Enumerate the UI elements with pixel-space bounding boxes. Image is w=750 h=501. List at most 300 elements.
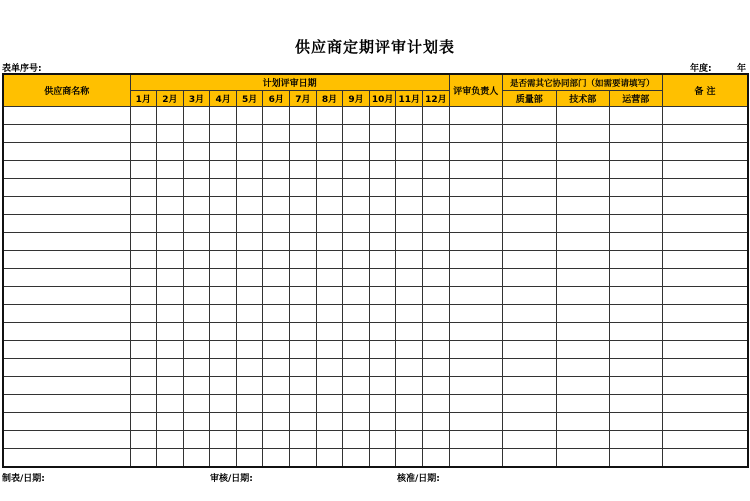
table-cell[interactable] — [369, 449, 396, 468]
table-cell[interactable] — [396, 179, 423, 197]
table-cell[interactable] — [263, 305, 290, 323]
table-cell[interactable] — [502, 125, 556, 143]
table-cell[interactable] — [423, 143, 450, 161]
table-cell[interactable] — [556, 323, 609, 341]
table-cell[interactable] — [502, 341, 556, 359]
table-cell[interactable] — [157, 161, 184, 179]
table-cell[interactable] — [157, 305, 184, 323]
table-cell[interactable] — [263, 143, 290, 161]
table-cell[interactable] — [3, 395, 130, 413]
table-cell[interactable] — [502, 161, 556, 179]
table-cell[interactable] — [157, 215, 184, 233]
table-cell[interactable] — [449, 215, 502, 233]
table-cell[interactable] — [316, 305, 343, 323]
table-cell[interactable] — [449, 431, 502, 449]
table-cell[interactable] — [609, 449, 662, 468]
table-cell[interactable] — [210, 269, 237, 287]
table-cell[interactable] — [130, 251, 157, 269]
table-cell[interactable] — [423, 197, 450, 215]
table-cell[interactable] — [236, 143, 263, 161]
table-cell[interactable] — [556, 287, 609, 305]
table-cell[interactable] — [236, 377, 263, 395]
table-cell[interactable] — [210, 359, 237, 377]
table-cell[interactable] — [449, 143, 502, 161]
table-cell[interactable] — [369, 107, 396, 125]
table-cell[interactable] — [369, 197, 396, 215]
table-cell[interactable] — [609, 323, 662, 341]
table-cell[interactable] — [316, 359, 343, 377]
table-cell[interactable] — [130, 377, 157, 395]
table-cell[interactable] — [449, 269, 502, 287]
table-cell[interactable] — [183, 251, 210, 269]
table-cell[interactable] — [3, 359, 130, 377]
table-cell[interactable] — [662, 359, 748, 377]
table-cell[interactable] — [502, 215, 556, 233]
table-cell[interactable] — [423, 179, 450, 197]
table-cell[interactable] — [3, 197, 130, 215]
table-cell[interactable] — [290, 431, 317, 449]
table-cell[interactable] — [290, 179, 317, 197]
table-cell[interactable] — [157, 107, 184, 125]
table-cell[interactable] — [343, 431, 370, 449]
table-cell[interactable] — [609, 107, 662, 125]
table-cell[interactable] — [3, 269, 130, 287]
table-cell[interactable] — [183, 431, 210, 449]
table-cell[interactable] — [423, 287, 450, 305]
table-cell[interactable] — [236, 269, 263, 287]
table-cell[interactable] — [343, 107, 370, 125]
table-cell[interactable] — [3, 413, 130, 431]
table-cell[interactable] — [449, 107, 502, 125]
table-cell[interactable] — [263, 269, 290, 287]
table-cell[interactable] — [423, 215, 450, 233]
table-cell[interactable] — [449, 341, 502, 359]
table-cell[interactable] — [236, 449, 263, 468]
table-cell[interactable] — [556, 215, 609, 233]
table-cell[interactable] — [3, 107, 130, 125]
table-cell[interactable] — [662, 125, 748, 143]
table-cell[interactable] — [343, 287, 370, 305]
table-cell[interactable] — [130, 125, 157, 143]
table-cell[interactable] — [369, 395, 396, 413]
table-cell[interactable] — [502, 179, 556, 197]
table-cell[interactable] — [316, 215, 343, 233]
table-cell[interactable] — [183, 449, 210, 468]
table-cell[interactable] — [210, 395, 237, 413]
table-cell[interactable] — [556, 179, 609, 197]
table-cell[interactable] — [556, 413, 609, 431]
table-cell[interactable] — [662, 215, 748, 233]
table-cell[interactable] — [449, 179, 502, 197]
table-cell[interactable] — [316, 107, 343, 125]
table-cell[interactable] — [502, 359, 556, 377]
table-cell[interactable] — [609, 233, 662, 251]
table-cell[interactable] — [236, 323, 263, 341]
table-cell[interactable] — [609, 341, 662, 359]
table-cell[interactable] — [449, 449, 502, 468]
table-cell[interactable] — [263, 125, 290, 143]
table-cell[interactable] — [662, 233, 748, 251]
table-cell[interactable] — [502, 449, 556, 468]
table-cell[interactable] — [502, 431, 556, 449]
table-cell[interactable] — [423, 431, 450, 449]
table-cell[interactable] — [396, 395, 423, 413]
table-cell[interactable] — [290, 323, 317, 341]
table-cell[interactable] — [183, 305, 210, 323]
table-cell[interactable] — [183, 215, 210, 233]
table-cell[interactable] — [396, 269, 423, 287]
table-cell[interactable] — [449, 413, 502, 431]
table-cell[interactable] — [183, 179, 210, 197]
table-cell[interactable] — [130, 305, 157, 323]
table-cell[interactable] — [183, 359, 210, 377]
table-cell[interactable] — [343, 323, 370, 341]
table-cell[interactable] — [396, 287, 423, 305]
table-cell[interactable] — [210, 287, 237, 305]
table-cell[interactable] — [343, 215, 370, 233]
table-cell[interactable] — [502, 107, 556, 125]
table-cell[interactable] — [502, 305, 556, 323]
table-cell[interactable] — [183, 287, 210, 305]
table-cell[interactable] — [609, 269, 662, 287]
table-cell[interactable] — [263, 449, 290, 468]
table-cell[interactable] — [609, 179, 662, 197]
table-cell[interactable] — [449, 305, 502, 323]
table-cell[interactable] — [210, 305, 237, 323]
table-cell[interactable] — [609, 251, 662, 269]
table-cell[interactable] — [130, 107, 157, 125]
table-cell[interactable] — [396, 125, 423, 143]
table-cell[interactable] — [130, 179, 157, 197]
table-cell[interactable] — [662, 341, 748, 359]
table-cell[interactable] — [369, 413, 396, 431]
table-cell[interactable] — [3, 125, 130, 143]
table-cell[interactable] — [157, 323, 184, 341]
table-cell[interactable] — [3, 251, 130, 269]
table-cell[interactable] — [343, 251, 370, 269]
table-cell[interactable] — [183, 377, 210, 395]
table-cell[interactable] — [157, 179, 184, 197]
table-cell[interactable] — [210, 233, 237, 251]
table-cell[interactable] — [3, 377, 130, 395]
table-cell[interactable] — [183, 269, 210, 287]
table-cell[interactable] — [423, 341, 450, 359]
table-cell[interactable] — [157, 233, 184, 251]
table-cell[interactable] — [3, 341, 130, 359]
table-cell[interactable] — [157, 431, 184, 449]
table-cell[interactable] — [556, 143, 609, 161]
table-cell[interactable] — [157, 341, 184, 359]
table-cell[interactable] — [157, 143, 184, 161]
table-cell[interactable] — [449, 395, 502, 413]
table-cell[interactable] — [662, 287, 748, 305]
table-cell[interactable] — [502, 377, 556, 395]
table-cell[interactable] — [343, 269, 370, 287]
table-cell[interactable] — [290, 287, 317, 305]
table-cell[interactable] — [183, 161, 210, 179]
table-cell[interactable] — [556, 197, 609, 215]
table-cell[interactable] — [316, 269, 343, 287]
table-cell[interactable] — [423, 233, 450, 251]
table-cell[interactable] — [183, 395, 210, 413]
table-cell[interactable] — [502, 233, 556, 251]
table-cell[interactable] — [290, 377, 317, 395]
table-cell[interactable] — [556, 305, 609, 323]
table-cell[interactable] — [449, 125, 502, 143]
table-cell[interactable] — [210, 215, 237, 233]
table-cell[interactable] — [263, 413, 290, 431]
table-cell[interactable] — [290, 449, 317, 468]
table-cell[interactable] — [449, 377, 502, 395]
table-cell[interactable] — [157, 125, 184, 143]
table-cell[interactable] — [369, 323, 396, 341]
table-cell[interactable] — [343, 143, 370, 161]
table-cell[interactable] — [290, 359, 317, 377]
table-cell[interactable] — [183, 125, 210, 143]
table-cell[interactable] — [130, 395, 157, 413]
table-cell[interactable] — [316, 233, 343, 251]
table-cell[interactable] — [130, 215, 157, 233]
table-cell[interactable] — [449, 359, 502, 377]
table-cell[interactable] — [3, 323, 130, 341]
table-cell[interactable] — [502, 413, 556, 431]
table-cell[interactable] — [316, 395, 343, 413]
table-cell[interactable] — [662, 431, 748, 449]
table-cell[interactable] — [316, 449, 343, 468]
table-cell[interactable] — [183, 341, 210, 359]
table-cell[interactable] — [210, 125, 237, 143]
table-cell[interactable] — [343, 125, 370, 143]
table-cell[interactable] — [236, 197, 263, 215]
table-cell[interactable] — [343, 305, 370, 323]
table-cell[interactable] — [609, 377, 662, 395]
table-cell[interactable] — [662, 143, 748, 161]
table-cell[interactable] — [210, 107, 237, 125]
table-cell[interactable] — [423, 107, 450, 125]
table-cell[interactable] — [3, 233, 130, 251]
table-cell[interactable] — [369, 305, 396, 323]
table-cell[interactable] — [183, 323, 210, 341]
table-cell[interactable] — [263, 359, 290, 377]
table-cell[interactable] — [157, 449, 184, 468]
table-cell[interactable] — [157, 197, 184, 215]
table-cell[interactable] — [343, 233, 370, 251]
table-cell[interactable] — [316, 179, 343, 197]
table-cell[interactable] — [183, 107, 210, 125]
table-cell[interactable] — [369, 125, 396, 143]
table-cell[interactable] — [290, 305, 317, 323]
table-cell[interactable] — [449, 233, 502, 251]
table-cell[interactable] — [236, 431, 263, 449]
table-cell[interactable] — [396, 359, 423, 377]
table-cell[interactable] — [609, 395, 662, 413]
table-cell[interactable] — [369, 179, 396, 197]
table-cell[interactable] — [210, 341, 237, 359]
table-cell[interactable] — [343, 161, 370, 179]
table-cell[interactable] — [316, 125, 343, 143]
table-cell[interactable] — [157, 269, 184, 287]
table-cell[interactable] — [396, 323, 423, 341]
table-cell[interactable] — [343, 179, 370, 197]
table-cell[interactable] — [263, 323, 290, 341]
table-cell[interactable] — [449, 197, 502, 215]
table-cell[interactable] — [130, 161, 157, 179]
table-cell[interactable] — [3, 179, 130, 197]
table-cell[interactable] — [662, 413, 748, 431]
table-cell[interactable] — [423, 377, 450, 395]
table-cell[interactable] — [369, 377, 396, 395]
table-cell[interactable] — [449, 323, 502, 341]
table-cell[interactable] — [423, 359, 450, 377]
table-cell[interactable] — [343, 359, 370, 377]
table-cell[interactable] — [3, 143, 130, 161]
table-cell[interactable] — [263, 377, 290, 395]
table-cell[interactable] — [3, 215, 130, 233]
table-cell[interactable] — [423, 251, 450, 269]
table-cell[interactable] — [423, 269, 450, 287]
table-cell[interactable] — [343, 449, 370, 468]
table-cell[interactable] — [662, 377, 748, 395]
table-cell[interactable] — [290, 233, 317, 251]
table-cell[interactable] — [157, 395, 184, 413]
table-cell[interactable] — [662, 161, 748, 179]
table-cell[interactable] — [423, 305, 450, 323]
table-cell[interactable] — [609, 413, 662, 431]
table-cell[interactable] — [157, 377, 184, 395]
table-cell[interactable] — [502, 323, 556, 341]
table-cell[interactable] — [210, 377, 237, 395]
table-cell[interactable] — [130, 269, 157, 287]
table-cell[interactable] — [343, 341, 370, 359]
table-cell[interactable] — [396, 305, 423, 323]
table-cell[interactable] — [290, 251, 317, 269]
table-cell[interactable] — [662, 251, 748, 269]
table-cell[interactable] — [369, 287, 396, 305]
table-cell[interactable] — [130, 449, 157, 468]
table-cell[interactable] — [236, 287, 263, 305]
table-cell[interactable] — [662, 179, 748, 197]
table-cell[interactable] — [290, 197, 317, 215]
table-cell[interactable] — [662, 449, 748, 468]
table-cell[interactable] — [3, 287, 130, 305]
table-cell[interactable] — [609, 359, 662, 377]
table-cell[interactable] — [210, 323, 237, 341]
table-cell[interactable] — [662, 323, 748, 341]
table-cell[interactable] — [130, 143, 157, 161]
table-cell[interactable] — [157, 413, 184, 431]
table-cell[interactable] — [290, 395, 317, 413]
table-cell[interactable] — [263, 395, 290, 413]
table-cell[interactable] — [236, 359, 263, 377]
table-cell[interactable] — [396, 377, 423, 395]
table-cell[interactable] — [423, 125, 450, 143]
table-cell[interactable] — [343, 413, 370, 431]
table-cell[interactable] — [130, 233, 157, 251]
table-cell[interactable] — [396, 215, 423, 233]
table-cell[interactable] — [396, 161, 423, 179]
table-cell[interactable] — [290, 107, 317, 125]
table-cell[interactable] — [396, 449, 423, 468]
table-cell[interactable] — [236, 413, 263, 431]
table-cell[interactable] — [556, 251, 609, 269]
table-cell[interactable] — [396, 341, 423, 359]
table-cell[interactable] — [290, 269, 317, 287]
table-cell[interactable] — [316, 377, 343, 395]
table-cell[interactable] — [236, 161, 263, 179]
table-cell[interactable] — [502, 251, 556, 269]
table-cell[interactable] — [157, 287, 184, 305]
table-cell[interactable] — [130, 413, 157, 431]
table-cell[interactable] — [369, 215, 396, 233]
table-cell[interactable] — [236, 305, 263, 323]
table-cell[interactable] — [423, 395, 450, 413]
table-cell[interactable] — [210, 431, 237, 449]
table-cell[interactable] — [609, 431, 662, 449]
table-cell[interactable] — [369, 161, 396, 179]
table-cell[interactable] — [236, 125, 263, 143]
table-cell[interactable] — [556, 341, 609, 359]
table-cell[interactable] — [3, 161, 130, 179]
table-cell[interactable] — [263, 287, 290, 305]
table-cell[interactable] — [609, 143, 662, 161]
table-cell[interactable] — [396, 233, 423, 251]
table-cell[interactable] — [130, 359, 157, 377]
table-cell[interactable] — [396, 197, 423, 215]
table-cell[interactable] — [290, 413, 317, 431]
table-cell[interactable] — [369, 233, 396, 251]
table-cell[interactable] — [210, 251, 237, 269]
table-cell[interactable] — [502, 269, 556, 287]
table-cell[interactable] — [210, 161, 237, 179]
table-cell[interactable] — [236, 215, 263, 233]
table-cell[interactable] — [263, 431, 290, 449]
table-cell[interactable] — [263, 251, 290, 269]
table-cell[interactable] — [343, 395, 370, 413]
table-cell[interactable] — [210, 197, 237, 215]
table-cell[interactable] — [662, 305, 748, 323]
table-cell[interactable] — [130, 197, 157, 215]
table-cell[interactable] — [263, 107, 290, 125]
table-cell[interactable] — [556, 233, 609, 251]
table-cell[interactable] — [290, 341, 317, 359]
table-cell[interactable] — [183, 233, 210, 251]
table-cell[interactable] — [263, 215, 290, 233]
table-cell[interactable] — [316, 161, 343, 179]
table-cell[interactable] — [157, 359, 184, 377]
table-cell[interactable] — [210, 143, 237, 161]
table-cell[interactable] — [396, 251, 423, 269]
table-cell[interactable] — [263, 179, 290, 197]
table-cell[interactable] — [236, 395, 263, 413]
table-cell[interactable] — [236, 179, 263, 197]
table-cell[interactable] — [130, 323, 157, 341]
table-cell[interactable] — [316, 287, 343, 305]
table-cell[interactable] — [396, 413, 423, 431]
table-cell[interactable] — [316, 431, 343, 449]
table-cell[interactable] — [396, 431, 423, 449]
table-cell[interactable] — [183, 197, 210, 215]
table-cell[interactable] — [502, 287, 556, 305]
table-cell[interactable] — [290, 161, 317, 179]
table-cell[interactable] — [263, 341, 290, 359]
table-cell[interactable] — [369, 269, 396, 287]
table-cell[interactable] — [556, 449, 609, 468]
table-cell[interactable] — [343, 377, 370, 395]
table-cell[interactable] — [662, 197, 748, 215]
table-cell[interactable] — [3, 449, 130, 468]
table-cell[interactable] — [423, 323, 450, 341]
table-cell[interactable] — [210, 413, 237, 431]
